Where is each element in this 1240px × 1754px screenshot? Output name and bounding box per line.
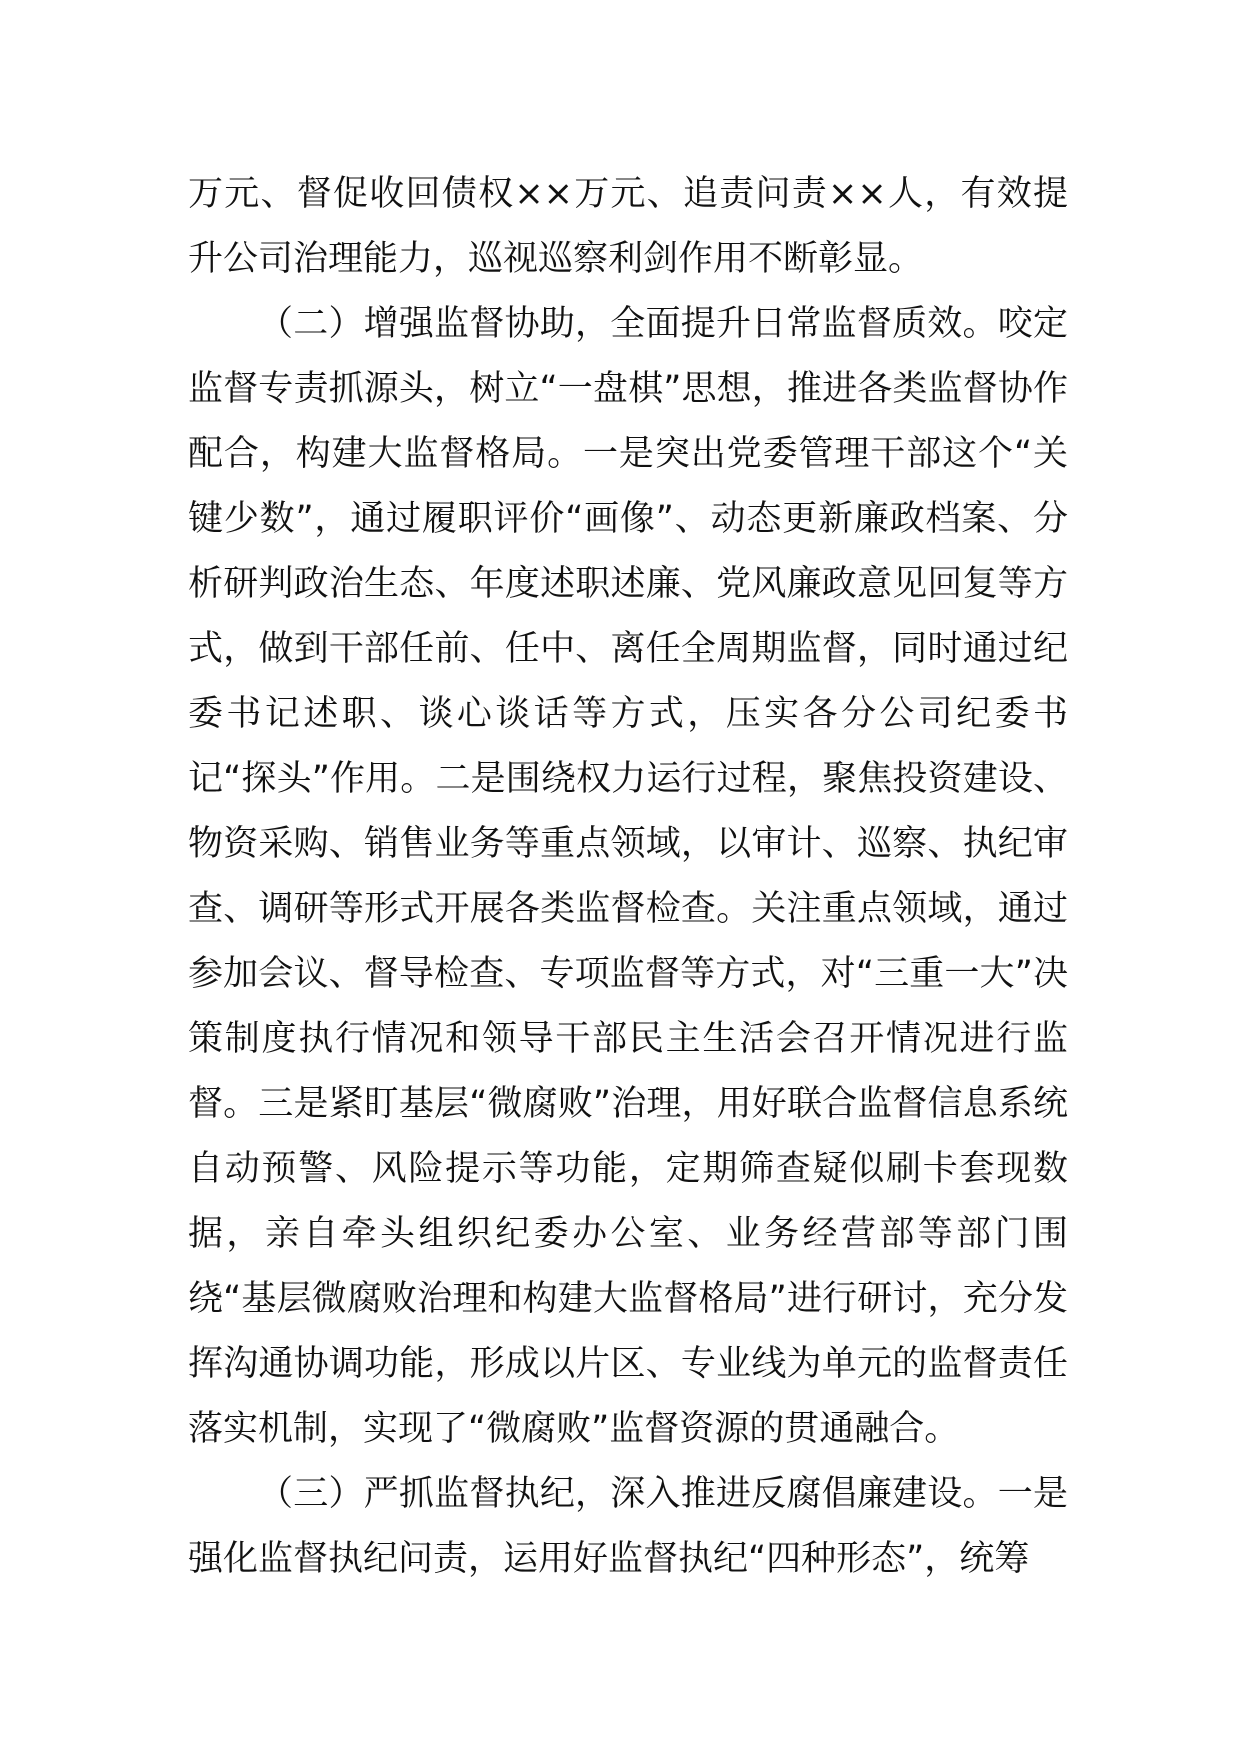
document-body: [188, 162, 1068, 1592]
paragraph-section-two: （二）增强监督协助，全面提升日常监督质效。咬定监督专责抓源头，树立“一盘棋”思想，推进各类监督协作配合，构建大监督格局。一是突出党委管理干部这个“关键少数”，通过履职评价“画像”、动态更新廉政档案、分析研判政治生态、年度述职述廉、党风廉政意见回复等方式，做到干部任前、任中、离任全周期监督，同时通过纪委书记述职、谈心谈话等方式，压实各分公司纪委书记“探头”作用。二是围绕权力运行过程，聚焦投资建设、物资采购、销售业务等重点领域，以审计、巡察、执纪审查、调研等形式开展各类监督检查。关注重点领域，通过参加会议、督导检查、专项监督等方式，对“三重一大”决策制度执行情况和领导干部民主生活会召开情况进行监督。三是紧盯基层“微腐败”治理，用好联合监督信息系统自动预警、风险提示等功能，定期筛查疑似刷卡套现数据，亲自牵头组织纪委办公室、业务经营部等部门围绕“基层微腐败治理和构建大监督格局”进行研讨，充分发挥沟通协调功能，形成以片区、专业线为单元的监督责任落实机制，实现了“微腐败”监督资源的贯通融合。: [188, 304, 1068, 1449]
paragraph-section-three: （三）严抓监督执纪，深入推进反腐倡廉建设。一是强化监督执纪问责，运用好监督执纪“四种形态”，统筹: [188, 1474, 1068, 1579]
paragraph-continuation: 万元、督促收回债权××万元、追责问责××人，有效提升公司治理能力，巡视巡察利剑作用不断彰显。: [188, 174, 1068, 279]
